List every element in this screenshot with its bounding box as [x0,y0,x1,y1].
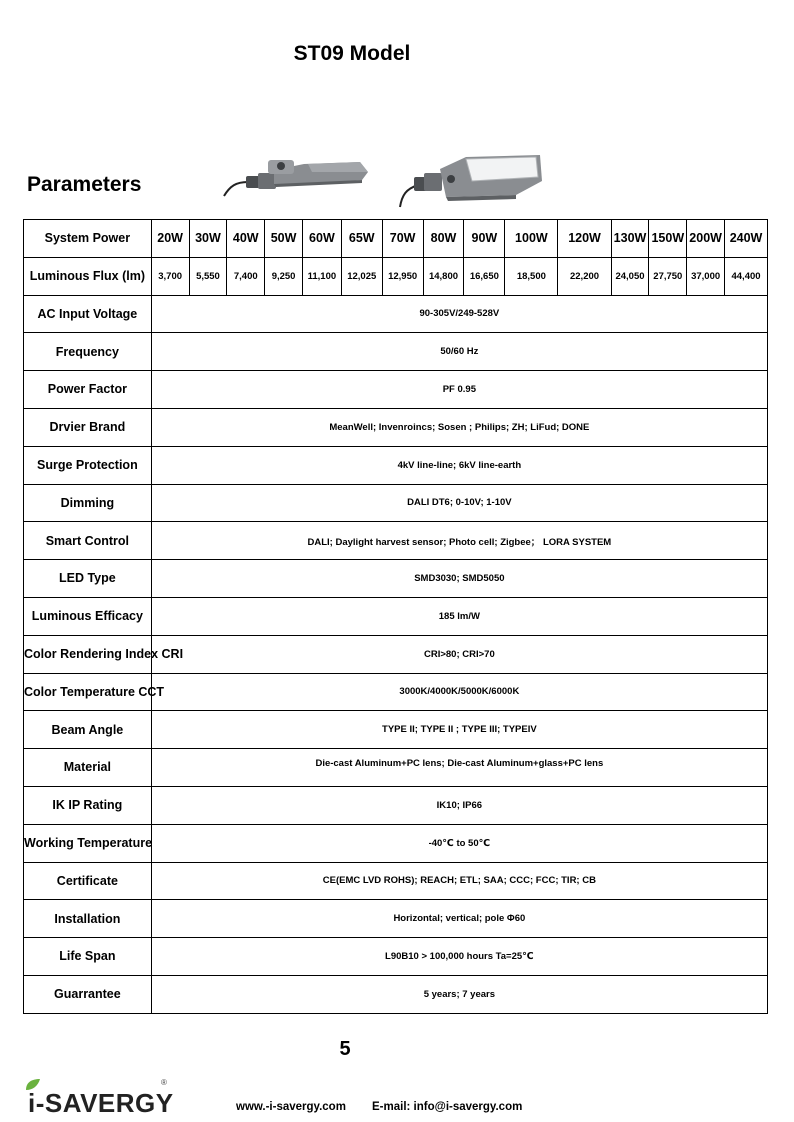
flux-cell: 12,025 [341,257,382,295]
row-value: 185 lm/W [151,597,767,635]
row-value: CRI>80; CRI>70 [151,635,767,673]
row-label: Life Span [24,938,152,976]
flux-cell: 7,400 [227,257,265,295]
power-cell: 90W [464,220,505,258]
row-label: AC Input Voltage [24,295,152,333]
website-link[interactable]: www.-i-savergy.com [236,1101,346,1113]
power-cell: 200W [687,220,725,258]
street-light-side-image [222,156,370,202]
row-value: SMD3030; SMD5050 [151,560,767,598]
row-label: Material [24,749,152,787]
flux-cell: 22,200 [558,257,611,295]
spec-row [24,673,768,711]
row-value: MeanWell; Invenroincs; Sosen ; Philips; ZH; LiFud; DONE [151,408,767,446]
row-label: Beam Angle [24,711,152,749]
logo-text: i-SAVERGY [28,1088,174,1118]
company-logo [24,1078,184,1118]
system-power-row [24,220,768,258]
flux-cell: 3,700 [151,257,189,295]
power-cell: 130W [611,220,649,258]
power-cell: 20W [151,220,189,258]
flux-cell: 27,750 [649,257,687,295]
row-label: Dimming [24,484,152,522]
row-value: DALI DT6; 0-10V; 1-10V [151,484,767,522]
power-cell: 150W [649,220,687,258]
row-label: IK IP Rating [24,786,152,824]
row-label: Certificate [24,862,152,900]
spec-row [24,295,768,333]
power-cell: 65W [341,220,382,258]
row-value: TYPE II; TYPE II ; TYPE III; TYPEIV [151,711,767,749]
row-value: PF 0.95 [151,371,767,409]
row-label: Power Factor [24,371,152,409]
power-cell: 60W [302,220,341,258]
power-cell: 240W [725,220,768,258]
flux-cell: 24,050 [611,257,649,295]
spec-row [24,371,768,409]
flux-cell: 16,650 [464,257,505,295]
spec-row [24,333,768,371]
power-cell: 70W [382,220,423,258]
row-label: Working Temperature [24,824,152,862]
row-value: CE(EMC LVD ROHS); REACH; ETL; SAA; CCC; FCC; TIR; CB [151,862,767,900]
row-value: Horizontal; vertical; pole Φ60 [151,900,767,938]
power-cell: 30W [189,220,227,258]
row-label: Installation [24,900,152,938]
spec-row [24,446,768,484]
spec-row [24,824,768,862]
power-cell: 120W [558,220,611,258]
section-title: Parameters [27,173,142,196]
spec-row [24,635,768,673]
email-link[interactable]: E-mail: info@i-savergy.com [372,1101,523,1113]
spec-row [24,786,768,824]
flux-cell: 11,100 [302,257,341,295]
spec-row [24,749,768,787]
row-value: 4kV line-line; 6kV line-earth [151,446,767,484]
row-value: DALI; Daylight harvest sensor; Photo cell; Zigbee； LORA SYSTEM [151,522,767,560]
luminous-flux-row [24,257,768,295]
row-value: 50/60 Hz [151,333,767,371]
street-light-top-image [396,151,546,209]
parameters-table [23,219,768,1014]
row-value: 90-305V/249-528V [151,295,767,333]
row-label: Surge Protection [24,446,152,484]
spec-row [24,900,768,938]
flux-cell: 44,400 [725,257,768,295]
row-label: Luminous Efficacy [24,597,152,635]
spec-row [24,522,768,560]
flux-cell: 9,250 [265,257,303,295]
row-label: System Power [24,220,152,258]
row-value: 5 years; 7 years [151,975,767,1013]
registered-mark: ® [161,1078,167,1087]
flux-cell: 18,500 [505,257,558,295]
power-cell: 40W [227,220,265,258]
power-cell: 100W [505,220,558,258]
flux-cell: 5,550 [189,257,227,295]
flux-cell: 37,000 [687,257,725,295]
spec-row [24,408,768,446]
row-value: Die-cast Aluminum+PC lens; Die-cast Aluminum+glass+PC lens [151,749,767,787]
row-label: Color Temperature CCT [24,673,152,711]
row-value: 3000K/4000K/5000K/6000K [151,673,767,711]
power-cell: 50W [265,220,303,258]
spec-row [24,711,768,749]
spec-row [24,975,768,1013]
row-label: Luminous Flux (lm) [24,257,152,295]
spec-row [24,862,768,900]
row-value: IK10; IP66 [151,786,767,824]
flux-cell: 12,950 [382,257,423,295]
row-label: Frequency [24,333,152,371]
flux-cell: 14,800 [423,257,464,295]
spec-row [24,484,768,522]
row-value: -40℃ to 50℃ [151,824,767,862]
row-label: Smart Control [24,522,152,560]
spec-row [24,938,768,976]
row-label: Guarrantee [24,975,152,1013]
power-cell: 80W [423,220,464,258]
row-label: LED Type [24,560,152,598]
row-value: L90B10 > 100,000 hours Ta=25℃ [151,938,767,976]
spec-row [24,597,768,635]
page-number: 5 [339,1038,351,1060]
row-label: Color Rendering Index CRI [24,635,152,673]
row-label: Drvier Brand [24,408,152,446]
document-title: ST09 Model [293,42,411,65]
spec-row [24,560,768,598]
